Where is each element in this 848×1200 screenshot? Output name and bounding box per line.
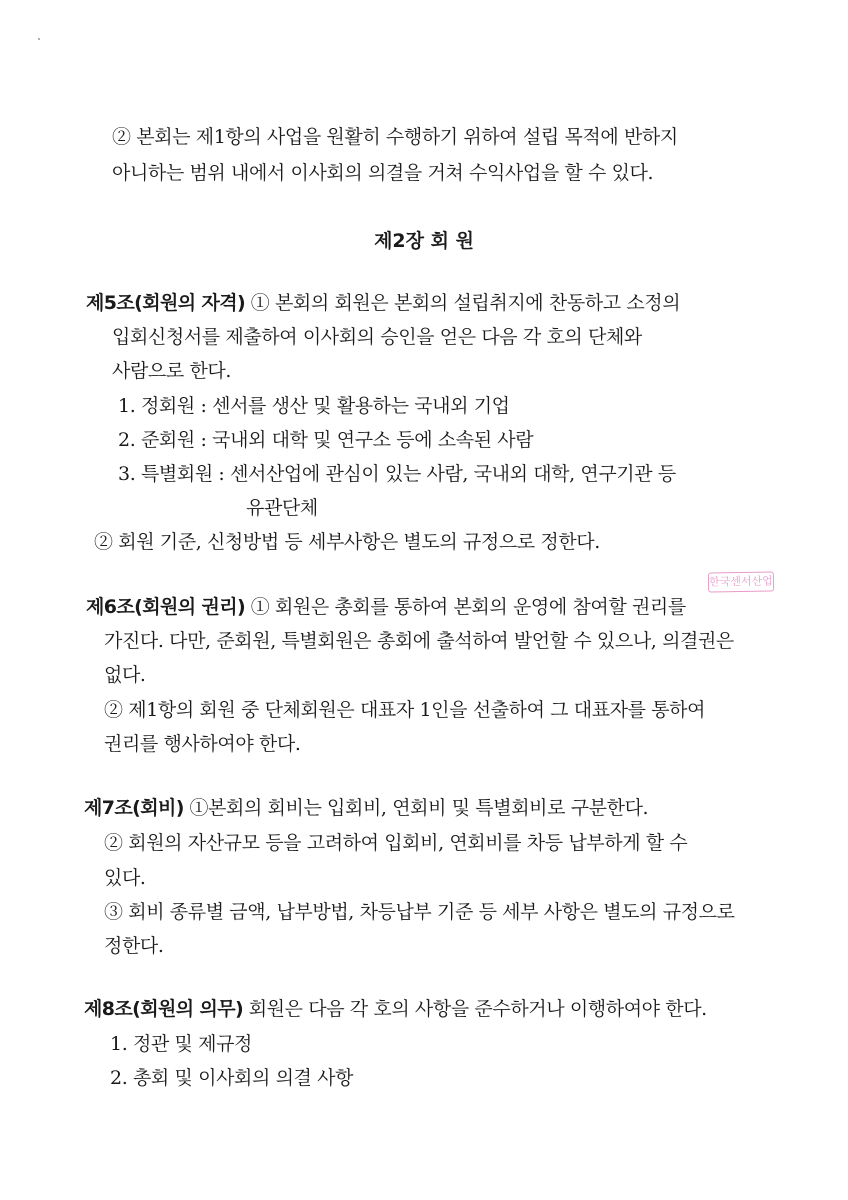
art7-para2-line1: ② 회원의 자산규모 등을 고려하여 입회비, 연회비를 차등 납부하게 할 수: [104, 832, 688, 854]
art5-para2: ② 회원 기준, 신청방법 등 세부사항은 별도의 규정으로 정한다.: [94, 531, 600, 553]
art5-heading: 제5조(회원의 자격): [86, 292, 246, 314]
art8-item-2: 2. 총회 및 이사회의 의결 사항: [110, 1067, 354, 1089]
art7-para2-line2: 있다.: [104, 867, 146, 889]
art6-heading: 제6조(회원의 권리): [86, 596, 246, 618]
art6-line1: [86, 594, 686, 620]
art7-para1: ①본회의 회비는 입회비, 연회비 및 특별회비로 구분한다.: [183, 797, 649, 819]
art7-line1: [84, 795, 648, 821]
art5-para1-line3: 사람으로 한다.: [112, 360, 232, 382]
art7-para3-line1: ③ 회비 종류별 금액, 납부방법, 차등납부 기준 등 세부 사항은 별도의 규정으로: [104, 901, 735, 923]
art6-para2-line1: ② 제1항의 회원 중 단체회원은 대표자 1인을 선출하여 그 대표자를 통하여: [104, 699, 706, 721]
art8-intro: 회원은 다음 각 호의 사항을 준수하거나 이행하여야 한다.: [243, 998, 707, 1020]
art8-item-1: 1. 정관 및 제규정: [110, 1033, 252, 1055]
art5-para1-line2: 입회신청서를 제출하여 이사회의 승인을 얻은 다음 각 호의 단체와: [112, 326, 642, 348]
art5-item-3-line2: 유관단체: [246, 497, 318, 519]
art6-para2-line2: 권리를 행사하여야 한다.: [104, 733, 301, 755]
art4-para2-line2: 아니하는 범위 내에서 이사회의 의결을 거쳐 수익사업을 할 수 있다.: [112, 162, 654, 184]
art5-item-2: 2. 준회원 : 국내외 대학 및 연구소 등에 소속된 사람: [118, 429, 534, 451]
art5-item-1: 1. 정회원 : 센서를 생산 및 활용하는 국내외 기업: [118, 395, 510, 417]
art7-para3-line2: 정한다.: [104, 935, 164, 957]
chapter-title: 제2장 회 원: [374, 230, 474, 252]
stamp-text: 한국센서산업: [708, 574, 773, 589]
art6-para1-line1: ① 회원은 총회를 통하여 본회의 운영에 참여할 권리를: [245, 596, 686, 618]
approval-stamp: [708, 571, 774, 592]
art8-heading: 제8조(회원의 의무): [84, 998, 244, 1020]
art6-para1-line3: 없다.: [104, 664, 146, 686]
art8-line1: [84, 996, 707, 1022]
art5-line1: [86, 290, 680, 316]
scan-speck: [38, 38, 40, 40]
art6-para1-line2: 가진다. 다만, 준회원, 특별회원은 총회에 출석하여 발언할 수 있으나, 의결권은: [104, 630, 734, 652]
art4-para2-line1: ② 본회는 제1항의 사업을 원활히 수행하기 위하여 설립 목적에 반하지: [112, 126, 678, 148]
art5-para1-line1: ① 본회의 회원은 본회의 설립취지에 찬동하고 소정의: [245, 292, 681, 314]
art5-item-3-line1: 3. 특별회원 : 센서산업에 관심이 있는 사람, 국내외 대학, 연구기관 등: [118, 463, 676, 485]
art7-heading: 제7조(회비): [84, 797, 184, 819]
